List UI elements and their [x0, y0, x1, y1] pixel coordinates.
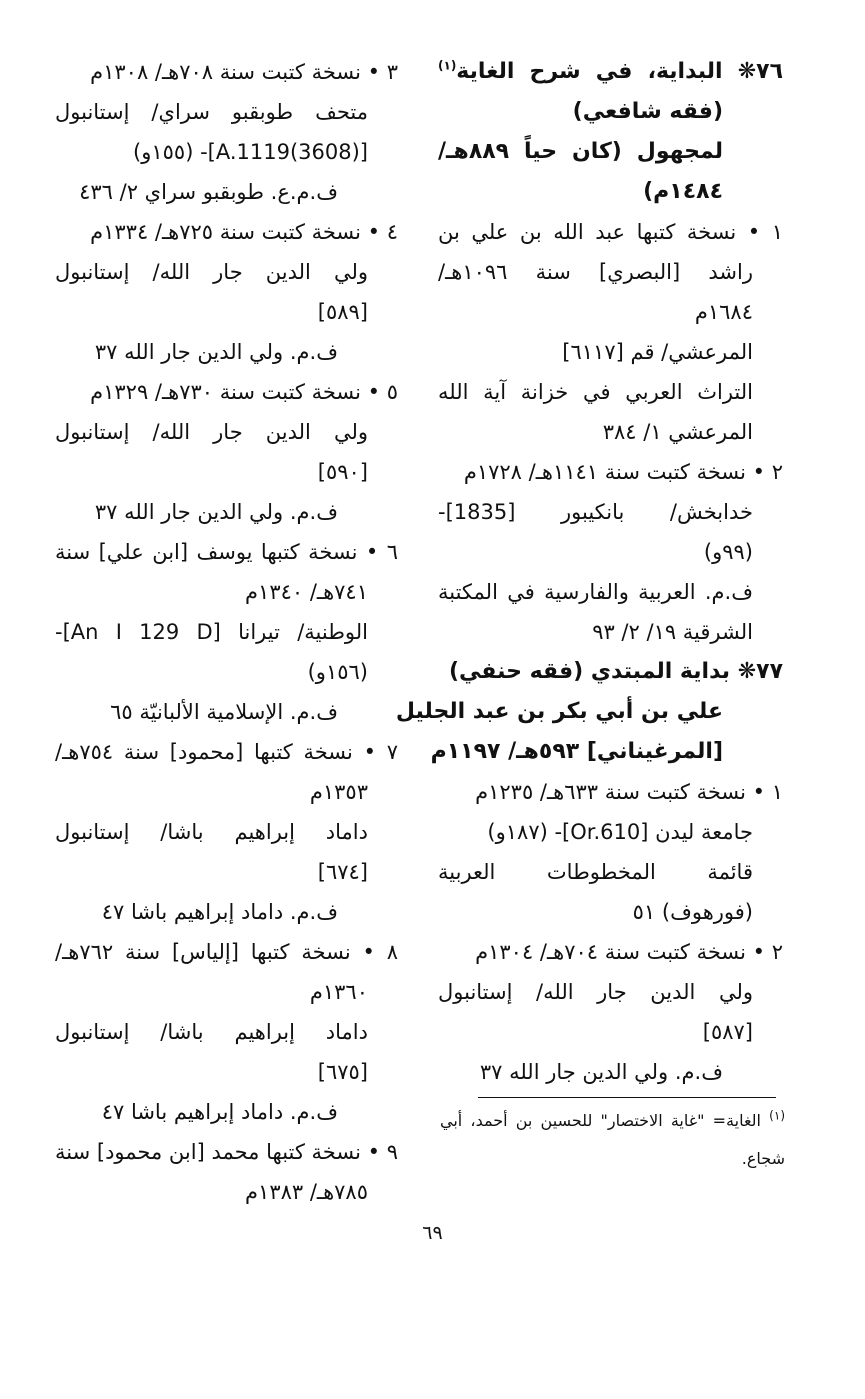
line-text: ١ • نسخة كتبها عبد الله بن علي بن	[438, 220, 783, 244]
line-text: ٧٧❋ بداية المبتدي (فقه حنفي)	[448, 659, 783, 684]
text-line	[438, 52, 783, 92]
line-text: [٥٩٠]	[317, 460, 368, 484]
line-text: الوطنية/ تيرانا [An I 129 D]-	[55, 620, 368, 644]
line-text: ١٤٨٤م)	[643, 179, 723, 204]
footnote-line	[440, 1102, 785, 1140]
text-line	[55, 412, 398, 452]
line-text: ٧ • نسخة كتبها [محمود] سنة ٧٥٤هـ/	[55, 740, 398, 764]
line-text: [٦٧٥]	[317, 1060, 368, 1084]
line-text: ٢ • نسخة كتبت سنة ٧٠٤هـ/ ١٣٠٤م	[475, 940, 783, 964]
line-text: [٦٧٤]	[317, 860, 368, 884]
line-text: [٥٨٩]	[317, 300, 368, 324]
left-column	[55, 52, 398, 1212]
text-line	[55, 132, 398, 172]
line-text: [A.1119(3608)]- (١٥٥و)	[133, 140, 368, 164]
line-text: ف.م. العربية والفارسية في المكتبة	[438, 580, 753, 604]
line-text: ٧٦❋ البداية، في شرح الغاية	[456, 59, 783, 84]
line-text: (١٥٦و)	[307, 660, 368, 684]
text-line	[438, 492, 783, 532]
line-text: متحف طوبقبو سراي/ إستانبول	[55, 100, 368, 124]
text-line	[55, 812, 398, 852]
text-line	[55, 1092, 398, 1132]
text-line	[55, 332, 398, 372]
text-line	[55, 692, 398, 732]
text-line	[438, 652, 783, 692]
text-line	[438, 892, 783, 932]
text-line	[438, 852, 783, 892]
text-line	[438, 372, 783, 412]
line-text: (٩٩و)	[703, 540, 753, 564]
line-text: ف.م. داماد إبراهيم باشا ٤٧	[101, 900, 338, 924]
text-line	[55, 732, 398, 772]
text-line	[55, 572, 398, 612]
line-text: قائمة المخطوطات العربية	[438, 860, 753, 884]
line-text: ٩ • نسخة كتبها محمد [ابن محمود] سنة	[55, 1140, 398, 1164]
text-line	[55, 892, 398, 932]
line-text: ولي الدين جار الله/ إستانبول	[55, 260, 368, 284]
text-line	[55, 52, 398, 92]
text-line	[55, 932, 398, 972]
text-line	[55, 532, 398, 572]
text-line	[438, 252, 783, 292]
line-text: خدابخش/ بانكيبور [1835]-	[438, 500, 753, 524]
line-text: ٧٨٥هـ/ ١٣٨٣م	[245, 1180, 368, 1204]
line-text: داماد إبراهيم باشا/ إستانبول	[55, 1020, 368, 1044]
text-line	[438, 452, 783, 492]
text-line	[438, 412, 783, 452]
text-line	[55, 1012, 398, 1052]
text-line	[438, 92, 783, 132]
text-line	[438, 932, 783, 972]
line-text: جامعة ليدن [Or.610]- (١٨٧و)	[487, 820, 753, 844]
text-line	[55, 972, 398, 1012]
line-text: المرعشي ١/ ٣٨٤	[602, 420, 753, 444]
text-line	[438, 612, 783, 652]
text-line	[55, 292, 398, 332]
line-text: ف.م. ولي الدين جار الله ٣٧	[94, 340, 338, 364]
text-line	[55, 252, 398, 292]
text-line	[438, 212, 783, 252]
text-line	[438, 132, 783, 172]
text-line	[430, 732, 783, 772]
line-text: ف.م. ولي الدين جار الله ٣٧	[479, 1060, 723, 1084]
line-text: علي بن أبي بكر بن عبد الجليل	[395, 699, 723, 724]
line-text: ولي الدين جار الله/ إستانبول	[438, 980, 753, 1004]
text-line	[55, 652, 398, 692]
text-line	[55, 1052, 398, 1092]
text-line	[395, 692, 783, 732]
line-text: ٨ • نسخة كتبها [إلياس] سنة ٧٦٢هـ/	[55, 940, 398, 964]
line-text: [٥٨٧]	[702, 1020, 753, 1044]
text-line	[55, 212, 398, 252]
line-text: ٣ • نسخة كتبت سنة ٧٠٨هـ/ ١٣٠٨م	[90, 60, 398, 84]
text-line	[438, 772, 783, 812]
line-text: داماد إبراهيم باشا/ إستانبول	[55, 820, 368, 844]
line-text: ١٣٥٣م	[309, 780, 368, 804]
line-text: ١ • نسخة كتبت سنة ٦٣٣هـ/ ١٢٣٥م	[475, 780, 783, 804]
line-text: ٦ • نسخة كتبها يوسف [ابن علي] سنة	[55, 540, 398, 564]
line-text: ٤ • نسخة كتبت سنة ٧٢٥هـ/ ١٣٣٤م	[90, 220, 398, 244]
text-line	[55, 1132, 398, 1172]
text-line	[438, 1052, 783, 1092]
text-line	[438, 812, 783, 852]
text-line	[438, 532, 783, 572]
text-line	[55, 612, 398, 652]
line-text: الشرقية ١٩/ ٢/ ٩٣	[592, 620, 753, 644]
footnote-separator	[478, 1097, 776, 1098]
text-line	[55, 772, 398, 812]
line-text: ولي الدين جار الله/ إستانبول	[55, 420, 368, 444]
line-text: (فورهوف) ٥١	[632, 900, 753, 924]
line-text: ف.م.ع. طوبقبو سراي ٢/ ٤٣٦	[79, 180, 338, 204]
text-line	[55, 172, 398, 212]
text-line	[438, 972, 783, 1012]
line-text: (فقه شافعي)	[572, 99, 723, 124]
line-text: ف.م. ولي الدين جار الله ٣٧	[94, 500, 338, 524]
text-line	[55, 1172, 398, 1212]
text-line	[55, 452, 398, 492]
line-text: لمجهول (كان حياً ٨٨٩هـ/	[438, 139, 723, 164]
text-line	[438, 292, 783, 332]
footnote	[440, 1102, 785, 1178]
line-text: ف.م. الإسلامية الألبانيّة ٦٥	[110, 700, 338, 724]
text-line	[55, 852, 398, 892]
footnote-line: شجاع.	[741, 1149, 785, 1168]
text-line	[55, 492, 398, 532]
line-text: راشد [البصري] سنة ١٠٩٦هـ/	[438, 260, 753, 284]
line-text: المرعشي/ قم [٦١١٧]	[562, 340, 753, 364]
footnote-text: الغاية= "غاية الاختصار" للحسين بن أحمد، أبي	[440, 1111, 761, 1130]
text-line	[438, 572, 783, 612]
line-text: ٧٤١هـ/ ١٣٤٠م	[245, 580, 368, 604]
text-line	[55, 372, 398, 412]
right-column	[395, 52, 783, 1092]
line-text: ف.م. داماد إبراهيم باشا ٤٧	[101, 1100, 338, 1124]
line-text: التراث العربي في خزانة آية الله	[438, 380, 753, 404]
line-text: ٢ • نسخة كتبت سنة ١١٤١هـ/ ١٧٢٨م	[463, 460, 783, 484]
line-text: ١٦٨٤م	[694, 300, 753, 324]
text-line	[55, 92, 398, 132]
line-text: [المرغيناني] ٥٩٣هـ/ ١١٩٧م	[430, 739, 723, 764]
line-text: ٥ • نسخة كتبت سنة ٧٣٠هـ/ ١٣٢٩م	[90, 380, 398, 404]
footnote-marker: (١)	[769, 1108, 785, 1123]
text-line	[438, 1012, 783, 1052]
footnote-reference: (١)	[438, 58, 457, 73]
text-line	[438, 332, 783, 372]
page-number: ٦٩	[422, 1222, 443, 1244]
text-line	[438, 172, 783, 212]
line-text: ١٣٦٠م	[309, 980, 368, 1004]
